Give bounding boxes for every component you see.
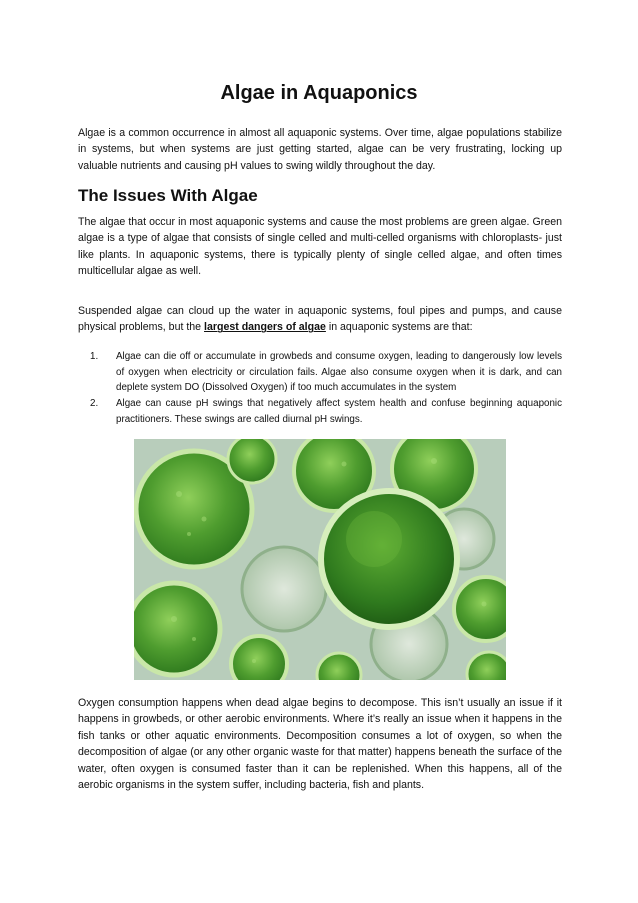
intro-paragraph: Algae is a common occurrence in almost all aquaponic systems. Over time, algae populations stabilize in systems, but when systems are just getting started, algae can be very frustrating, locking up valuable nutrients and causing pH values to swing wildly throughout the day. bbox=[78, 127, 562, 172]
section-heading: The Issues With Algae bbox=[78, 186, 258, 205]
list-item-text: Algae can cause pH swings that negatively affect system health and confuse beginning aquaponic practitioners. These swings are called diurnal pH swings. bbox=[116, 398, 562, 425]
document-title: Algae in Aquaponics bbox=[220, 82, 418, 104]
largest-dangers-link[interactable]: largest dangers of algae bbox=[204, 321, 326, 334]
algae-photo bbox=[134, 439, 506, 680]
list-item-text: Algae can die off or accumulate in growbeds and consume oxygen, leading to dangerously low levels of oxygen when electricity or circulation fails. Algae also consume oxygen when it is dark, and can deplete system DO (Dissolved Oxygen) if too much accumulates in the system bbox=[116, 351, 562, 394]
list-item bbox=[90, 396, 562, 427]
suspended-algae-paragraph bbox=[78, 303, 562, 336]
green-algae-paragraph: The algae that occur in most aquaponic systems and cause the most problems are green algae. Green algae is a type of algae that consists of single celled and multi-celled organisms with chloroplasts- just like plants. In aquaponic systems, there is typically plenty of single celled algae, and often times multicellular algae as well. bbox=[78, 216, 562, 278]
algae-cells-illustration bbox=[134, 439, 506, 680]
list-item bbox=[90, 349, 562, 396]
list-item-number: 1. bbox=[90, 351, 99, 362]
suspended-text-after: in aquaponic systems are that: bbox=[325, 321, 473, 334]
suspended-text-before: Suspended algae can cloud up the water in aquaponic systems, foul pipes and pumps, and cause physical problems, but the bbox=[78, 305, 562, 334]
oxygen-paragraph: Oxygen consumption happens when dead algae begins to decompose. This isn’t usually an issue if it happens in growbeds, or other aerobic environments. Where it’s really an issue when it happens in the fish tanks or other aquatic environments. Decomposition consumes a lot of oxygen, so when the decomposition of algae (or any other organic waste for that matter) happens beneath the surface of the water, often oxygen is consumed faster than it can be replenished. When this happens, all of the aerobic organisms in the system suffer, including bacteria, fish and plants. bbox=[78, 697, 562, 792]
dangers-list bbox=[90, 349, 562, 428]
list-item-number: 2. bbox=[90, 398, 99, 410]
